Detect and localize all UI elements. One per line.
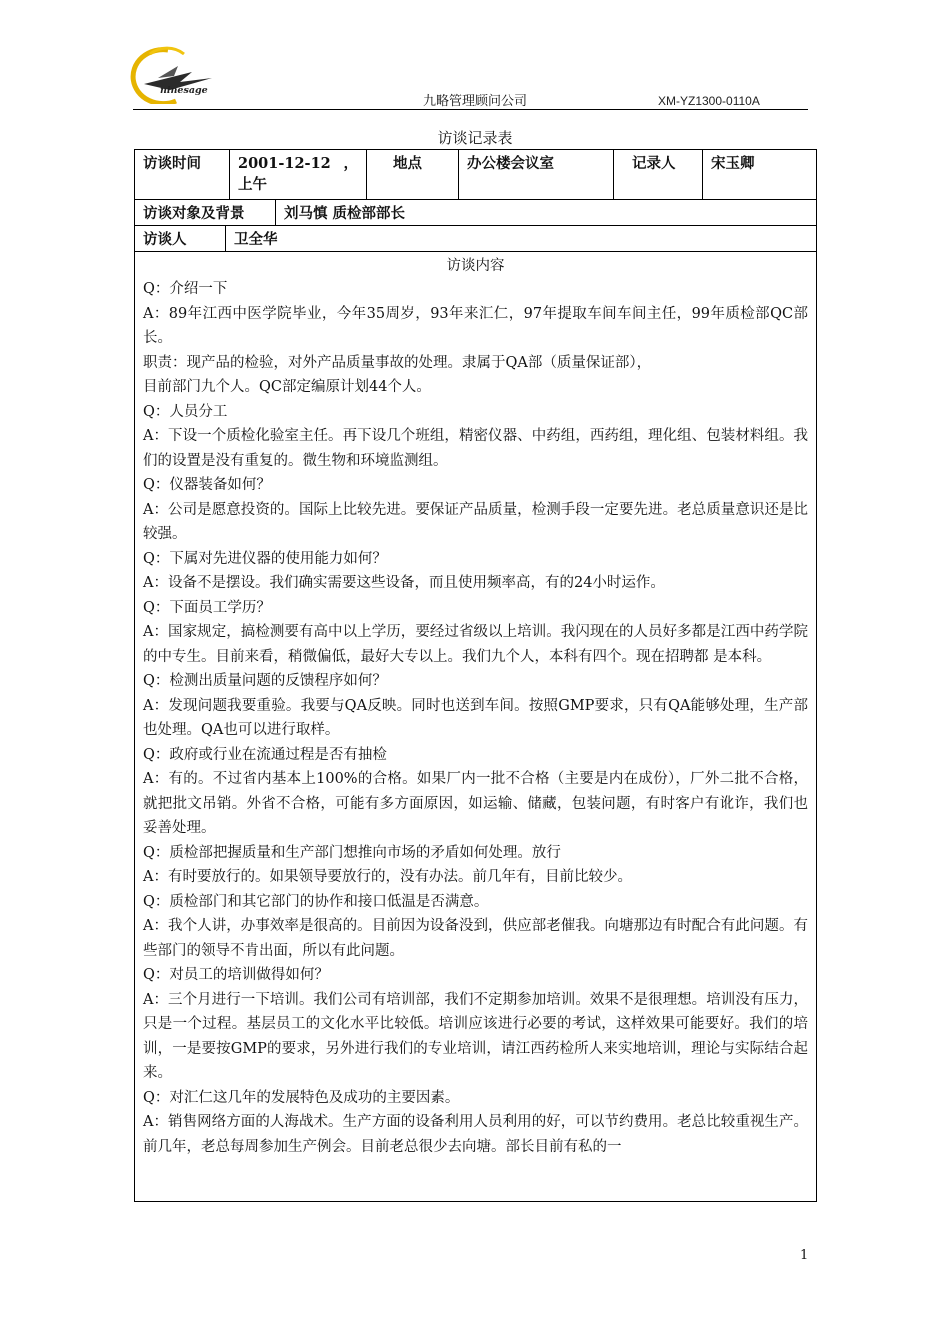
content-line: A：我个人讲，办事效率是很高的。目前因为设备没到，供应部老催我。向塘那边有时配合有此问题。有些部门的领导不肯出面，所以有此问题。 — [143, 918, 808, 959]
content-heading: 访谈内容 — [446, 258, 505, 274]
content-line: A：公司是愿意投资的。国际上比较先进。要保证产品质量，检测手段一定要先进。老总质量意识还是比较强。 — [143, 501, 808, 542]
document-number: XM-YZ1300-0110A — [658, 94, 760, 108]
time-value: 2001-12-12 ， 上午 — [230, 150, 367, 200]
content-line: A：国家规定，搞检测要有高中以上学历，要经过省级以上培训。我闪现在的人员好多都是江西中药学院的中专生。目前来看，稍微偏低，最好大专以上。我们九个人，本科有四个。现在招聘都 是本科。 — [143, 624, 808, 665]
content-line: A：发现问题我要重验。我要与QA反映。同时也送到车间。按照GMP要求，只有QA能够处理，生产部也处理。QA也可以进行取样。 — [143, 697, 808, 738]
content-line: A：销售网络方面的人海战术。生产方面的设备利用人员利用的好，可以节约费用。老总比较重视生产。前几年，老总每周参加生产例会。目前老总很少去向塘。部长目前有私的一 — [143, 1114, 808, 1155]
content-line: Q：检测出质量问题的反馈程序如何？ — [143, 673, 387, 689]
content-line: Q：政府或行业在流通过程是否有抽检 — [143, 746, 387, 763]
content-line: Q：仪器装备如何？ — [143, 477, 271, 493]
interview-form — [134, 149, 817, 1202]
place-label: 地点 — [367, 150, 459, 200]
subject-value: 刘马慎 质检部部长 — [284, 205, 406, 222]
content-line: A：设备不是摆设。我们确实需要这些设备，而且使用频率高，有的24小时运作。 — [143, 575, 665, 591]
content-line: 目前部门九个人。QC部定编原计划44个人。 — [143, 379, 431, 395]
subject-label: 访谈对象及背景 — [135, 200, 276, 225]
content-line: 职责：现产品的检验，对外产品质量事故的处理。隶属于QA部（质量保证部）， — [143, 354, 652, 371]
company-name: 九略管理顾问公司 — [422, 94, 527, 109]
content-line: Q：下面员工学历？ — [143, 599, 271, 616]
content-line: Q：下属对先进仪器的使用能力如何？ — [143, 550, 387, 567]
recorder-label: 记录人 — [614, 150, 703, 200]
interviewer-row — [135, 226, 817, 252]
content-line: A：下设一个质检化验室主任。再下设几个班组，精密仪器、中药组，西药组，理化组、包装材料组。我们的设置是没有重复的。微生物和环境监测组。 — [143, 428, 808, 469]
recorder-value: 宋玉卿 — [703, 150, 817, 200]
interviewer-label: 访谈人 — [135, 226, 226, 251]
page-number: 1 — [800, 1248, 809, 1263]
logo-text: ninesage — [160, 85, 208, 96]
form-title: 访谈记录表 — [437, 129, 513, 147]
content-line: Q：人员分工 — [143, 403, 228, 420]
subject-row — [135, 200, 817, 226]
content-line: Q：对员工的培训做得如何？ — [143, 967, 329, 983]
time-label: 访谈时间 — [135, 150, 230, 200]
meta-row — [135, 150, 817, 200]
place-value: 办公楼会议室 — [459, 150, 614, 200]
content-line: A：89年江西中医学院毕业，今年35周岁，93年来汇仁，97年提取车间车间主任，99年质检部QC部长。 — [143, 305, 808, 346]
content-line: Q：质检部把握质量和生产部门想推向市场的矛盾如何处理。放行 — [143, 844, 561, 861]
content-line: A：有的。不过省内基本上100%的合格。如果厂内一批不合格（主要是内在成份），厂外二批不合格，就把批文吊销。外省不合格，可能有多方面原因，如运输、储藏，包装问题，有时客户有讹诈，我们也妥善处理。 — [143, 771, 808, 836]
content-line: Q：对汇仁这几年的发展特色及成功的主要因素。 — [143, 1089, 460, 1106]
header-divider — [133, 109, 808, 110]
content-line: A：三个月进行一下培训。我们公司有培训部，我们不定期参加培训。效果不是很理想。培训没有压力，只是一个过程。基层员工的文化水平比较低。培训应该进行必要的考试，这样效果可能要好。我们的培训，一是要按GMP的要求，另外进行我们的专业培训，请江西药检所人来实地培训，理论与实际结合起来。 — [143, 991, 808, 1081]
interview-content — [143, 277, 808, 1159]
content-line: Q：介绍一下 — [143, 281, 228, 297]
content-line: A：有时要放行的。如果领导要放行的，没有办法。前几年有，目前比较少。 — [143, 869, 632, 885]
content-row — [135, 252, 817, 1202]
interviewer-value: 卫全华 — [234, 231, 278, 248]
content-line: Q：质检部门和其它部门的协作和接口低温是否满意。 — [143, 893, 489, 910]
